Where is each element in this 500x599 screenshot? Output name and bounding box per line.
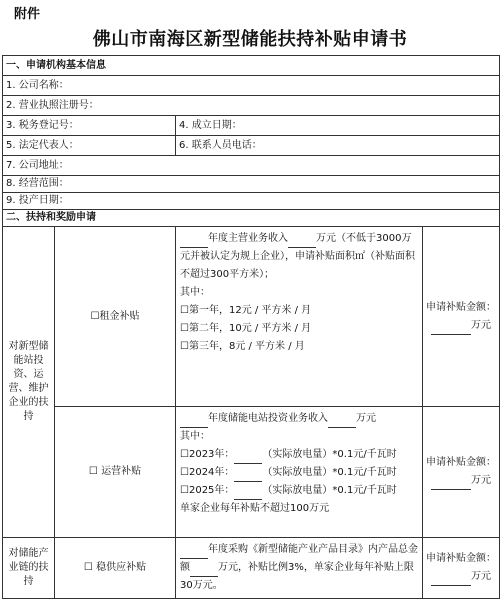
category-operators: 对新型储能站投资、运营、维护企业的扶持 — [3, 227, 55, 538]
business-scope-field[interactable]: 8. 经营范围： — [3, 176, 500, 193]
ops-2025-formula: （实际放电量）*0.1元/千瓦时 — [262, 485, 397, 496]
tax-registration-field[interactable]: 3. 税务登记号： — [3, 116, 176, 136]
supply-amount-unit: 万元 — [471, 571, 491, 582]
supply-amount[interactable] — [423, 538, 500, 599]
ops-amount-unit: 万元 — [471, 475, 491, 486]
rent-subsidy-description — [176, 227, 423, 407]
rent-amount[interactable] — [423, 227, 500, 407]
company-name-field[interactable]: 1. 公司名称： — [3, 76, 500, 96]
supply-subsidy-option[interactable] — [55, 538, 176, 599]
rent-line2: 其中： — [180, 287, 210, 298]
section1-heading: 一、申请机构基本信息 — [3, 56, 500, 76]
ops-line2: 其中： — [180, 431, 210, 442]
supply-subsidy-description — [176, 538, 423, 599]
ops-2024-option[interactable]: ☐2024年： — [180, 467, 235, 478]
supply-amount-label: 申请补贴金额： — [426, 553, 496, 564]
category-chain: 对储能产业链的扶持 — [3, 538, 55, 599]
operation-subsidy-option[interactable] — [55, 407, 176, 538]
rent-subsidy-option[interactable] — [55, 227, 176, 407]
ops-line1a: 年度储能电站投资业务收入 — [208, 413, 328, 424]
legal-rep-field[interactable]: 5. 法定代表人： — [3, 136, 176, 156]
establish-date-field[interactable]: 4. 成立日期： — [176, 116, 500, 136]
supply-line1b: 万元，补贴比例3%，单家企业每年补贴上限30万元。 — [180, 562, 414, 591]
ops-2024-formula: （实际放电量）*0.1元/千瓦时 — [262, 467, 397, 478]
ops-amount-label: 申请补贴金额： — [426, 457, 496, 468]
operation-amount[interactable] — [423, 407, 500, 538]
section2-heading: 二、扶持和奖励申请 — [3, 210, 500, 227]
ops-2025-option[interactable]: ☐2025年： — [180, 485, 235, 496]
contact-phone-field[interactable]: 6. 联系人员电话： — [176, 136, 500, 156]
application-form-table — [2, 55, 500, 599]
rent-amount-label: 申请补贴金额： — [426, 301, 496, 313]
ops-2023-option[interactable]: ☐2023年： — [180, 449, 235, 460]
production-date-field[interactable]: 9. 投产日期： — [3, 193, 500, 210]
ops-2023-formula: （实际放电量）*0.1元/千瓦时 — [262, 449, 397, 460]
rent-line1a: 年度主营业务收入 — [208, 233, 288, 244]
address-field[interactable]: 7. 公司地址： — [3, 156, 500, 176]
rent-year3-option[interactable]: ☐第三年，8元 / 平方米 / 月 — [180, 341, 305, 352]
annex-label: 附件 — [14, 7, 41, 22]
document-title: 佛山市南海区新型储能扶持补贴申请书 — [92, 29, 408, 50]
rent-subsidy-checkbox-label[interactable]: ☐租金补贴 — [90, 310, 140, 322]
rent-amount-unit: 万元 — [471, 319, 491, 331]
operation-subsidy-description — [176, 407, 423, 538]
ops-line1b: 万元 — [356, 413, 376, 424]
rent-year2-option[interactable]: ☐第二年，10元 / 平方米 / 月 — [180, 323, 312, 334]
supply-line1a: 年度采购《新型储能产业产品目录》内产品总金额 — [180, 544, 418, 573]
business-license-field[interactable]: 2. 营业执照注册号： — [3, 96, 500, 116]
ops-cap-note: 单家企业每年补贴不超过100万元 — [180, 503, 330, 514]
rent-line1b: 万元（不低于3000万元并被认定为规上企业），申请补贴面积㎡（补贴面积不超过300平方米）； — [180, 233, 415, 280]
operation-subsidy-checkbox-label[interactable]: ☐ 运营补贴 — [88, 466, 142, 477]
rent-year1-option[interactable]: ☐第一年，12元 / 平方米 / 月 — [180, 305, 312, 316]
supply-subsidy-checkbox-label[interactable]: ☐ 稳供应补贴 — [83, 562, 147, 573]
